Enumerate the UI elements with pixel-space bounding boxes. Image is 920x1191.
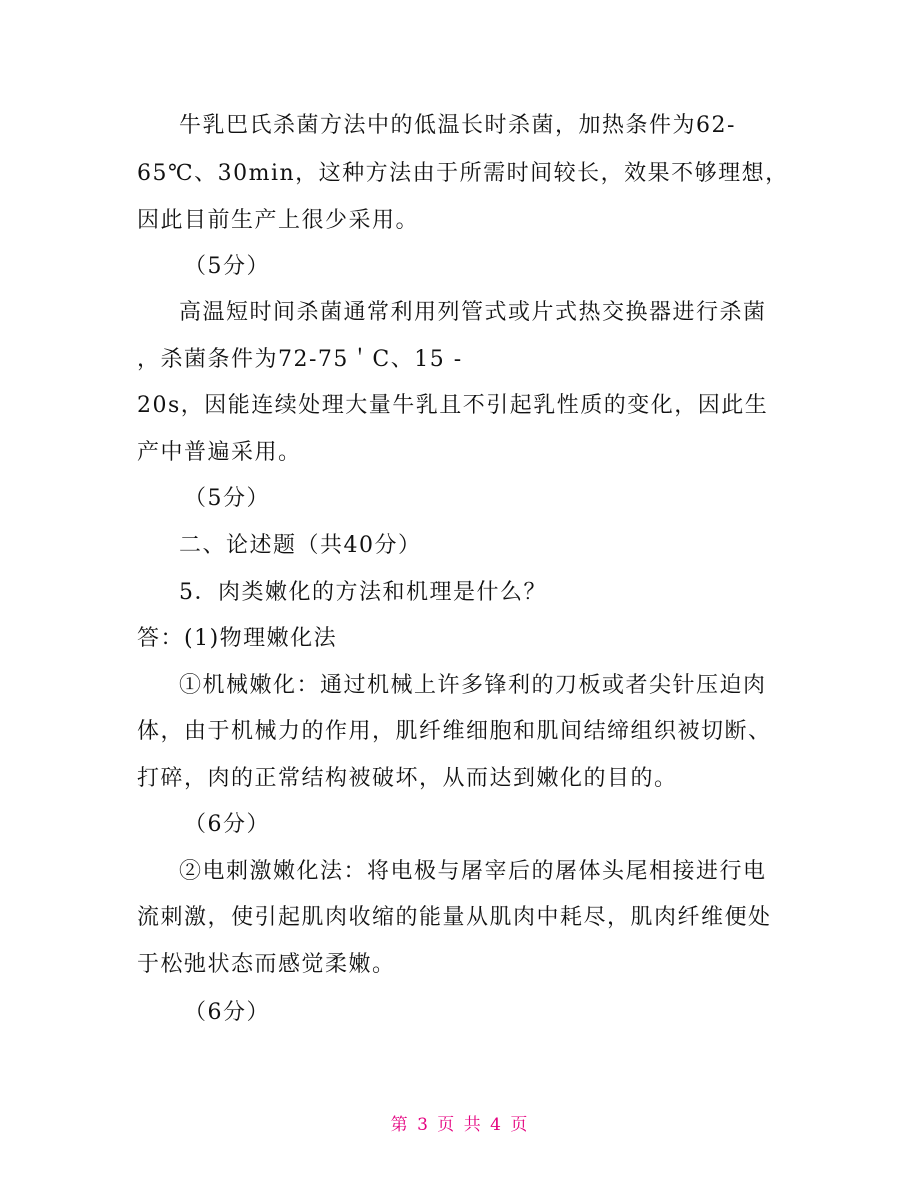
paragraph-2-line-1: 高温短时间杀菌通常利用列管式或片式热交换器进行杀菌 (179, 300, 767, 325)
paragraph-1-line-3: 因此目前生产上很少采用。 (137, 208, 420, 233)
score-label-4: （6分） (184, 1000, 270, 1025)
section-heading: 二、论述题（共40分） (179, 533, 422, 558)
paragraph-4-line-2: 流刺激，使引起肌肉收缩的能量从肌肉中耗尽，肌肉纤维便处 (137, 905, 772, 930)
paragraph-3-line-3: 打碎，肉的正常结构被破坏，从而达到嫩化的目的。 (137, 766, 678, 791)
paragraph-2-line-4: 产中普遍采用。 (137, 440, 302, 465)
paragraph-1-line-2: 65℃、30min，这种方法由于所需时间较长，效果不够理想， (137, 161, 789, 186)
answer-heading: 答：(1)物理嫩化法 (137, 626, 338, 651)
paragraph-4-line-3: 于松弛状态而感觉柔嫩。 (137, 952, 396, 977)
paragraph-3-line-1: ①机械嫩化：通过机械上许多锋利的刀板或者尖针压迫肉 (179, 673, 767, 698)
page-footer: 第 3 页 共 4 页 (390, 1115, 530, 1135)
score-label-3: （6分） (184, 812, 270, 837)
paragraph-2-line-2: ，杀菌条件为72-75＇C、15 - (137, 347, 463, 372)
score-label-1: （5分） (184, 254, 270, 279)
paragraph-1-line-1: 牛乳巴氏杀菌方法中的低温长时杀菌，加热条件为62- (179, 113, 736, 138)
paragraph-3-line-2: 体，由于机械力的作用，肌纤维细胞和肌间结缔组织被切断、 (137, 719, 772, 744)
question-5: 5．肉类嫩化的方法和机理是什么？ (179, 580, 547, 605)
score-label-2: （5分） (184, 486, 270, 511)
paragraph-2-line-3: 20s，因能连续处理大量牛乳且不引起乳性质的变化，因此生 (137, 393, 769, 418)
paragraph-4-line-1: ②电刺激嫩化法：将电极与屠宰后的屠体头尾相接进行电 (179, 859, 767, 884)
